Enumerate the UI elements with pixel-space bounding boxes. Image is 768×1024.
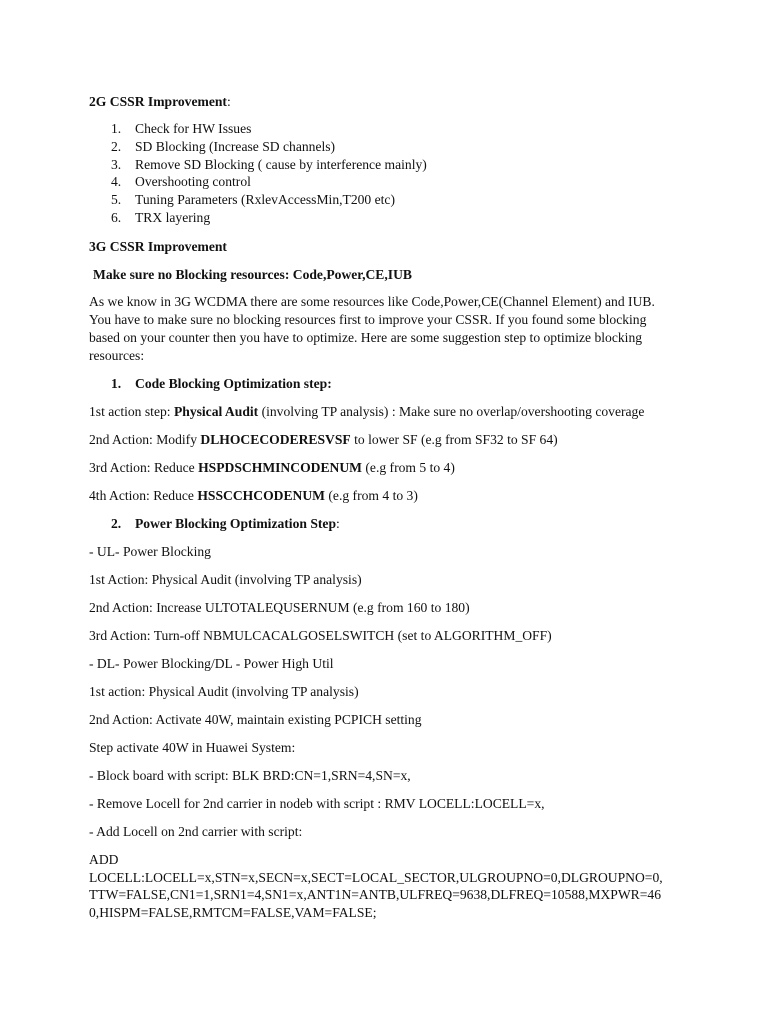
list-item-text: SD Blocking (Increase SD channels) — [135, 138, 336, 154]
step-prefix: 3rd Action: Reduce — [89, 460, 199, 475]
section-title: Code Blocking Optimization step: — [135, 376, 332, 391]
list-item-number: 5. — [111, 192, 122, 208]
heading-2g-colon: : — [226, 94, 231, 109]
section-number: 2. — [111, 516, 122, 531]
power-line-add-locell: - Add Locell on 2nd carrier with script: — [89, 824, 303, 839]
power-line-step-intro: Step activate 40W in Huawei System: — [89, 740, 296, 755]
step-keyword: Physical Audit — [173, 404, 259, 419]
list-item — [89, 191, 427, 209]
step-suffix: to lower SF (e.g from SF32 to SF 64) — [350, 432, 558, 447]
section-number: 1. — [111, 376, 122, 391]
script-block — [89, 851, 678, 921]
step-suffix: (e.g from 5 to 4) — [362, 460, 455, 475]
script-line: ADD — [89, 852, 119, 867]
power-line-remove-locell: - Remove Locell for 2nd carrier in nodeb with script : RMV LOCELL:LOCELL=x, — [89, 796, 545, 811]
list-item — [89, 173, 427, 191]
list-item-text: Tuning Parameters (RxlevAccessMin,T200 etc) — [135, 192, 395, 208]
list-item-number: 2. — [111, 138, 122, 154]
step-prefix: 4th Action: Reduce — [89, 488, 198, 503]
step-prefix: 1st action step: — [89, 404, 174, 419]
step-suffix: (involving TP analysis) : Make sure no overlap/overshooting coverage — [258, 404, 645, 419]
section-power-blocking — [89, 515, 678, 533]
list-item — [89, 138, 427, 156]
power-line-block-board: - Block board with script: BLK BRD:CN=1,SRN=4,SN=x, — [89, 768, 411, 783]
step-keyword: HSPDSCHMINCODENUM — [198, 460, 362, 475]
list-item — [89, 156, 427, 174]
power-line-dl-action-1: 1st action: Physical Audit (involving TP analysis) — [89, 684, 359, 699]
list-item-number: 6. — [111, 209, 122, 225]
power-line-ul-heading: - UL- Power Blocking — [89, 544, 211, 559]
power-line-ul-action-1: 1st Action: Physical Audit (involving TP analysis) — [89, 572, 362, 587]
step-suffix: (e.g from 4 to 3) — [325, 488, 418, 503]
list-item-number: 3. — [111, 156, 122, 172]
section-code-blocking — [89, 375, 678, 393]
list-item — [89, 120, 427, 138]
list-item-text: TRX layering — [135, 209, 211, 225]
list-item-text: Check for HW Issues — [135, 121, 252, 136]
list-item-text: Remove SD Blocking ( cause by interference mainly) — [135, 156, 427, 172]
section-title-colon: : — [336, 516, 340, 531]
step-keyword: DLHOCECODERESVSF — [200, 432, 351, 447]
list-item-text: Overshooting control — [135, 174, 251, 190]
power-line-ul-action-2: 2nd Action: Increase ULTOTALEQUSERNUM (e.g from 160 to 180) — [89, 600, 470, 615]
step-prefix: 2nd Action: Modify — [89, 432, 201, 447]
script-line: 0,HISPM=FALSE,RMTCM=FALSE,VAM=FALSE; — [89, 904, 377, 920]
code-step-4 — [89, 487, 678, 505]
power-line-dl-action-2: 2nd Action: Activate 40W, maintain existing PCPICH setting — [89, 712, 422, 727]
code-step-2 — [89, 431, 678, 449]
code-step-1 — [89, 403, 678, 421]
list-2g-steps — [89, 120, 427, 227]
subheading-blocking-resources: Make sure no Blocking resources: Code,Power,CE,IUB — [93, 267, 412, 282]
section-title: Power Blocking Optimization Step — [135, 516, 337, 531]
heading-2g-cssr — [89, 93, 678, 111]
heading-3g-cssr: 3G CSSR Improvement — [89, 239, 227, 254]
list-item — [89, 209, 427, 227]
list-item-number: 4. — [111, 174, 122, 190]
power-line-ul-action-3: 3rd Action: Turn-off NBMULCACALGOSELSWITCH (set to ALGORITHM_OFF) — [89, 628, 552, 643]
script-line: LOCELL:LOCELL=x,STN=x,SECN=x,SECT=LOCAL_SECTOR,ULGROUPNO=0,DLGROUPNO=0, — [89, 869, 663, 885]
code-step-3 — [89, 459, 678, 477]
script-line: TTW=FALSE,CN1=1,SRN1=4,SN1=x,ANT1N=ANTB,ULFREQ=9638,DLFREQ=10588,MXPWR=46 — [89, 887, 661, 902]
list-item-number: 1. — [111, 121, 122, 136]
power-line-dl-heading: - DL- Power Blocking/DL - Power High Util — [89, 656, 334, 671]
intro-paragraph: As we know in 3G WCDMA there are some resources like Code,Power,CE(Channel Element) and IUB. You have to make sure no blocking resources first to improve your CSSR. If you found some blocking based on your counter then you have to optimize. Here are some suggestion step to optimize blocking resources: — [89, 294, 655, 363]
heading-2g-text: 2G CSSR Improvement — [89, 94, 227, 109]
step-keyword: HSSCCHCODENUM — [197, 488, 325, 503]
